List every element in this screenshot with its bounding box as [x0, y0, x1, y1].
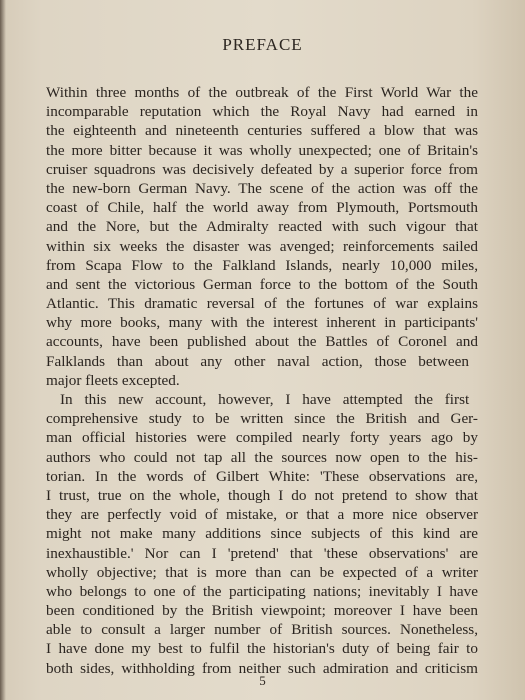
text-line: from Scapa Flow to the Falkland Islands, nearly 10,000 miles,	[46, 256, 478, 274]
text-line: In this new account, however, I have attempted the first	[60, 391, 470, 408]
text-line: might not make many additions since subjects of this kind are	[46, 525, 478, 543]
text-line: accounts, have been published about the Battles of Coronel and	[46, 333, 478, 351]
text-line: coast of Chile, half the world away from Plymouth, Portsmouth	[46, 199, 478, 217]
page-number: 5	[259, 673, 266, 688]
text-line: inexhaustible.' Nor can I 'pretend' that 'these observations' are	[46, 544, 478, 562]
text-line: I trust, true on the whole, though I do not pretend to show that	[46, 486, 478, 504]
text-line: Within three months of the outbreak of the First World War the	[46, 84, 478, 101]
text-line: able to consult a larger number of British sources. Nonetheless,	[46, 621, 478, 639]
text-line: wholly objective; that is more than can be expected of a writer	[46, 563, 478, 581]
text-line: torian. In the words of Gilbert White: 'These observations are,	[46, 467, 478, 485]
paragraph-2	[46, 390, 478, 678]
page-title: PREFACE	[222, 35, 303, 54]
text-line: authors who could not tap all the sources now open to the his-	[46, 448, 478, 466]
text-line: within six weeks the disaster was avenged; reinforcements sailed	[46, 237, 478, 255]
text-line: and the Nore, but the Admiralty reacted with such vigour that	[46, 218, 478, 236]
text-line: Falklands than about any other naval action, those between	[46, 352, 469, 370]
text-line: who belongs to one of the participating nations; inevitably I have	[46, 582, 478, 600]
text-line: and sent the victorious German force to the bottom of the South	[46, 275, 478, 293]
paragraph-1	[46, 83, 478, 390]
text-line: been conditioned by the British viewpoint; moreover I have been	[46, 602, 478, 620]
text-line: the new-born German Navy. The scene of the action was off the	[46, 179, 478, 197]
text-line: cruiser squadrons was decisively defeated by a superior force from	[46, 160, 478, 178]
text-line: they are perfectly void of mistake, or that a more nice observer	[46, 506, 478, 524]
text-line: the more bitter because it was wholly unexpected; one of Britain's	[46, 141, 478, 159]
text-line: Atlantic. This dramatic reversal of the fortunes of war explains	[46, 295, 478, 313]
text-line: incomparable reputation which the Royal Navy had earned in	[46, 103, 478, 121]
text-line: comprehensive study to be written since the British and Ger-	[46, 410, 478, 428]
text-line: major fleets excepted.	[46, 371, 180, 389]
text-line: why more books, many with the interest inherent in participants'	[46, 314, 478, 332]
text-line: man official histories were compiled nearly forty years ago by	[46, 429, 478, 447]
text-line: the eighteenth and nineteenth centuries suffered a blow that was	[46, 122, 478, 140]
text-line: both sides, withholding from neither such admiration and criticism	[46, 659, 478, 677]
text-line: I have done my best to fulfil the historian's duty of being fair to	[46, 640, 478, 658]
